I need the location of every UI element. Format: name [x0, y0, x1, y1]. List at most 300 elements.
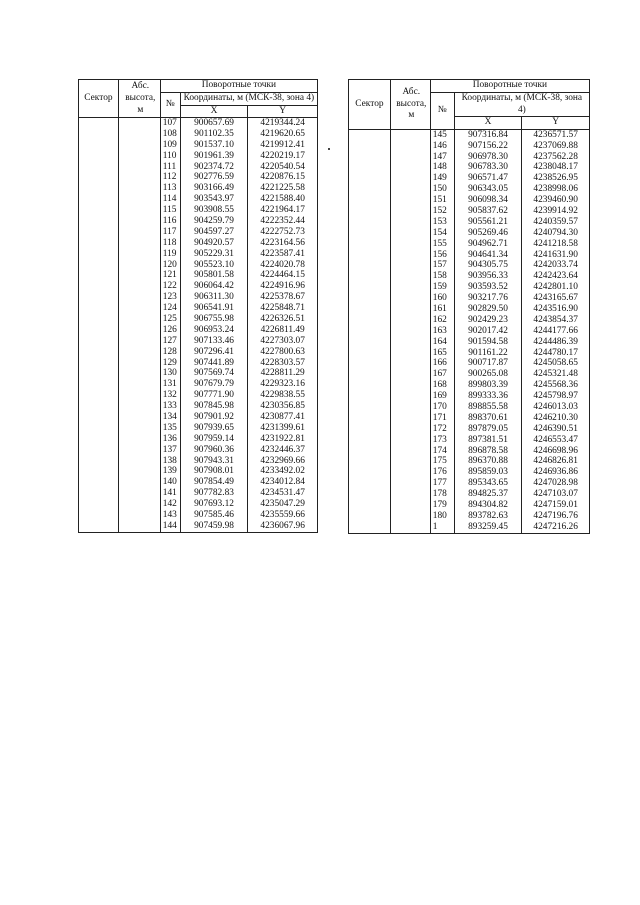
- abs-height-cell: [118, 238, 160, 249]
- abs-height-cell: [118, 173, 160, 184]
- x-coordinate-cell: 901102.35: [180, 129, 248, 140]
- sector-cell: [79, 271, 119, 282]
- x-coordinate-cell: 906098.34: [454, 195, 522, 206]
- x-coordinate-cell: 907459.98: [180, 521, 248, 532]
- sector-cell: [349, 489, 391, 500]
- point-number-cell: 121: [160, 271, 180, 282]
- y-coordinate-cell: 4246936.86: [522, 468, 590, 479]
- sector-cell: [349, 315, 391, 326]
- sector-cell: [79, 216, 119, 227]
- table-row: [349, 315, 590, 326]
- turning-points-header: Поворотные точки: [160, 80, 317, 93]
- y-coordinate-cell: 4228303.57: [248, 358, 318, 369]
- table-row: [79, 194, 318, 205]
- table-row: [349, 228, 590, 239]
- point-number-cell: 155: [430, 239, 454, 250]
- x-coordinate-cell: 907960.36: [180, 445, 248, 456]
- point-number-cell: 126: [160, 325, 180, 336]
- y-coordinate-cell: 4246553.47: [522, 435, 590, 446]
- table-row: [349, 130, 590, 141]
- point-number-cell: 172: [430, 424, 454, 435]
- sector-cell: [349, 446, 391, 457]
- point-number-cell: 164: [430, 337, 454, 348]
- y-coordinate-cell: 4245058.65: [522, 359, 590, 370]
- point-number-cell: 151: [430, 195, 454, 206]
- table-row: [79, 445, 318, 456]
- y-coordinate-cell: 4242033.74: [522, 261, 590, 272]
- sector-cell: [349, 228, 391, 239]
- abs-height-cell: [118, 293, 160, 304]
- sector-cell: [79, 489, 119, 500]
- point-number-cell: 124: [160, 303, 180, 314]
- point-number-cell: 114: [160, 194, 180, 205]
- x-coordinate-cell: 905229.31: [180, 249, 248, 260]
- point-number-cell: 139: [160, 467, 180, 478]
- x-coordinate-cell: 898855.58: [454, 402, 522, 413]
- y-coordinate-cell: 4238048.17: [522, 163, 590, 174]
- abs-height-header: Абс. высота, м: [390, 80, 430, 130]
- abs-height-cell: [390, 239, 430, 250]
- y-coordinate-cell: 4219344.24: [248, 118, 318, 129]
- y-coordinate-cell: 4241218.58: [522, 239, 590, 250]
- y-coordinate-cell: 4220219.17: [248, 151, 318, 162]
- sector-cell: [79, 205, 119, 216]
- point-number-cell: 144: [160, 521, 180, 532]
- y-coordinate-cell: 4234531.47: [248, 489, 318, 500]
- y-coordinate-cell: 4247196.76: [522, 511, 590, 522]
- sector-cell: [79, 521, 119, 532]
- abs-height-cell: [118, 510, 160, 521]
- table-row: [349, 141, 590, 152]
- sector-cell: [79, 303, 119, 314]
- point-number-cell: 129: [160, 358, 180, 369]
- x-coordinate-cell: 904259.79: [180, 216, 248, 227]
- point-number-cell: 127: [160, 336, 180, 347]
- abs-height-cell: [118, 499, 160, 510]
- sector-cell: [79, 467, 119, 478]
- abs-height-cell: [118, 358, 160, 369]
- point-number-cell: 111: [160, 162, 180, 173]
- x-coordinate-cell: 901161.22: [454, 348, 522, 359]
- table-row: [349, 446, 590, 457]
- x-coordinate-cell: 897381.51: [454, 435, 522, 446]
- abs-height-cell: [390, 228, 430, 239]
- sector-cell: [79, 238, 119, 249]
- point-number-cell: 119: [160, 249, 180, 260]
- point-number-cell: 107: [160, 118, 180, 129]
- y-coordinate-cell: 4242801.10: [522, 282, 590, 293]
- sector-header: Сектор: [79, 80, 119, 118]
- sector-cell: [349, 130, 391, 141]
- x-coordinate-cell: 900717.87: [454, 359, 522, 370]
- x-coordinate-cell: 905523.10: [180, 260, 248, 271]
- x-coordinate-cell: 903543.97: [180, 194, 248, 205]
- x-coordinate-cell: 903166.49: [180, 184, 248, 195]
- table-body-right: [349, 130, 590, 534]
- table-row: [349, 500, 590, 511]
- table-row: [79, 467, 318, 478]
- y-coordinate-cell: 4236571.57: [522, 130, 590, 141]
- sector-cell: [349, 337, 391, 348]
- sector-cell: [79, 445, 119, 456]
- table-row: [79, 249, 318, 260]
- sector-cell: [349, 326, 391, 337]
- y-coordinate-cell: 4233492.02: [248, 467, 318, 478]
- abs-height-cell: [390, 206, 430, 217]
- abs-height-header: Абс. высота, м: [118, 80, 160, 118]
- table-row: [349, 184, 590, 195]
- table-row: [349, 370, 590, 381]
- y-coordinate-cell: 4226811.49: [248, 325, 318, 336]
- abs-height-cell: [118, 521, 160, 532]
- abs-height-cell: [390, 370, 430, 381]
- sector-cell: [349, 206, 391, 217]
- abs-height-cell: [118, 325, 160, 336]
- table-row: [79, 347, 318, 358]
- table-row: [79, 216, 318, 227]
- x-coordinate-cell: 900265.08: [454, 370, 522, 381]
- y-coordinate-cell: 4224464.15: [248, 271, 318, 282]
- point-number-cell: 115: [160, 205, 180, 216]
- table-row: [349, 359, 590, 370]
- table-row: [79, 184, 318, 195]
- point-number-cell: 112: [160, 173, 180, 184]
- x-coordinate-cell: 907845.98: [180, 401, 248, 412]
- table-row: [79, 151, 318, 162]
- y-coordinate-cell: 4241631.90: [522, 250, 590, 261]
- table-row: [349, 424, 590, 435]
- x-coordinate-cell: 895859.03: [454, 468, 522, 479]
- sector-cell: [79, 391, 119, 402]
- table-row: [349, 479, 590, 490]
- sector-cell: [79, 227, 119, 238]
- table-body-left: [79, 118, 318, 533]
- table-row: [79, 314, 318, 325]
- x-coordinate-cell: 907939.65: [180, 423, 248, 434]
- sector-cell: [79, 260, 119, 271]
- point-number-cell: 156: [430, 250, 454, 261]
- point-number-cell: 123: [160, 293, 180, 304]
- point-number-cell: 158: [430, 272, 454, 283]
- abs-height-cell: [390, 293, 430, 304]
- abs-height-cell: [118, 478, 160, 489]
- x-coordinate-cell: 905837.62: [454, 206, 522, 217]
- x-coordinate-cell: 898370.61: [454, 413, 522, 424]
- abs-height-cell: [118, 401, 160, 412]
- x-coordinate-cell: 906978.30: [454, 152, 522, 163]
- coordinates-table-right: [348, 79, 590, 534]
- x-coordinate-cell: 905269.46: [454, 228, 522, 239]
- sector-cell: [349, 359, 391, 370]
- table-row: [349, 468, 590, 479]
- table-row: [349, 380, 590, 391]
- point-number-cell: 180: [430, 511, 454, 522]
- sector-cell: [349, 141, 391, 152]
- point-number-cell: 147: [430, 152, 454, 163]
- x-coordinate-cell: 907959.14: [180, 434, 248, 445]
- table-row: [79, 227, 318, 238]
- point-number-cell: 148: [430, 163, 454, 174]
- point-number-cell: 141: [160, 489, 180, 500]
- y-coordinate-cell: 4247216.26: [522, 522, 590, 533]
- point-number-cell: 130: [160, 369, 180, 380]
- abs-height-cell: [390, 315, 430, 326]
- x-coordinate-cell: 907943.31: [180, 456, 248, 467]
- sector-cell: [79, 140, 119, 151]
- number-header: №: [430, 92, 454, 129]
- y-coordinate-cell: 4243854.37: [522, 315, 590, 326]
- sector-cell: [349, 282, 391, 293]
- y-coordinate-cell: 4230356.85: [248, 401, 318, 412]
- sector-cell: [79, 249, 119, 260]
- abs-height-cell: [118, 205, 160, 216]
- point-number-cell: 131: [160, 380, 180, 391]
- point-number-cell: 150: [430, 184, 454, 195]
- point-number-cell: 125: [160, 314, 180, 325]
- x-coordinate-cell: 903593.52: [454, 282, 522, 293]
- point-number-cell: 162: [430, 315, 454, 326]
- y-coordinate-cell: 4242423.64: [522, 272, 590, 283]
- sector-cell: [79, 129, 119, 140]
- table-row: [79, 489, 318, 500]
- abs-height-cell: [390, 424, 430, 435]
- table-row: [79, 140, 318, 151]
- x-coordinate-cell: 900657.69: [180, 118, 248, 129]
- x-coordinate-cell: 902374.72: [180, 162, 248, 173]
- table-row: [349, 348, 590, 359]
- abs-height-cell: [390, 174, 430, 185]
- abs-height-cell: [390, 522, 430, 533]
- table-row: [79, 358, 318, 369]
- abs-height-cell: [390, 163, 430, 174]
- table-row: [349, 511, 590, 522]
- abs-height-cell: [390, 359, 430, 370]
- sector-cell: [349, 304, 391, 315]
- abs-height-cell: [118, 249, 160, 260]
- x-coordinate-cell: 901537.10: [180, 140, 248, 151]
- abs-height-cell: [390, 152, 430, 163]
- point-number-cell: 117: [160, 227, 180, 238]
- sector-cell: [79, 194, 119, 205]
- sector-cell: [79, 173, 119, 184]
- x-coordinate-cell: 897879.05: [454, 424, 522, 435]
- sector-cell: [79, 347, 119, 358]
- point-number-cell: 113: [160, 184, 180, 195]
- y-coordinate-cell: 4236067.96: [248, 521, 318, 532]
- x-header: X: [180, 105, 248, 118]
- x-coordinate-cell: 907901.92: [180, 412, 248, 423]
- point-number-cell: 132: [160, 391, 180, 402]
- y-coordinate-cell: 4231399.61: [248, 423, 318, 434]
- y-coordinate-cell: 4232969.66: [248, 456, 318, 467]
- sector-cell: [79, 314, 119, 325]
- x-coordinate-cell: 901594.58: [454, 337, 522, 348]
- sector-cell: [79, 510, 119, 521]
- table-row: [79, 282, 318, 293]
- table-row: [79, 205, 318, 216]
- abs-height-cell: [118, 445, 160, 456]
- x-coordinate-cell: 904641.34: [454, 250, 522, 261]
- scan-speck: [328, 148, 330, 150]
- x-coordinate-cell: 906064.42: [180, 282, 248, 293]
- point-number-cell: 142: [160, 499, 180, 510]
- y-coordinate-cell: 4243516.90: [522, 304, 590, 315]
- x-coordinate-cell: 907296.41: [180, 347, 248, 358]
- y-coordinate-cell: 4231922.81: [248, 434, 318, 445]
- table-row: [349, 272, 590, 283]
- y-coordinate-cell: 4247159.01: [522, 500, 590, 511]
- abs-height-cell: [118, 434, 160, 445]
- y-header: Y: [522, 117, 590, 130]
- point-number-cell: 118: [160, 238, 180, 249]
- point-number-cell: 168: [430, 380, 454, 391]
- abs-height-cell: [390, 184, 430, 195]
- sector-cell: [349, 511, 391, 522]
- y-coordinate-cell: 4229838.55: [248, 391, 318, 402]
- y-coordinate-cell: 4246013.03: [522, 402, 590, 413]
- point-number-cell: 160: [430, 293, 454, 304]
- abs-height-cell: [118, 489, 160, 500]
- abs-height-cell: [390, 304, 430, 315]
- abs-height-cell: [118, 282, 160, 293]
- x-coordinate-cell: 904920.57: [180, 238, 248, 249]
- sector-cell: [79, 358, 119, 369]
- sector-cell: [79, 162, 119, 173]
- abs-height-cell: [390, 141, 430, 152]
- sector-cell: [79, 478, 119, 489]
- table-row: [79, 336, 318, 347]
- y-coordinate-cell: 4224020.78: [248, 260, 318, 271]
- point-number-cell: 176: [430, 468, 454, 479]
- abs-height-cell: [118, 347, 160, 358]
- sector-cell: [349, 250, 391, 261]
- number-header: №: [160, 92, 180, 118]
- y-coordinate-cell: 4240794.30: [522, 228, 590, 239]
- table-row: [349, 293, 590, 304]
- point-number-cell: 134: [160, 412, 180, 423]
- sector-cell: [349, 391, 391, 402]
- y-coordinate-cell: 4221225.58: [248, 184, 318, 195]
- abs-height-cell: [390, 500, 430, 511]
- abs-height-cell: [118, 227, 160, 238]
- y-coordinate-cell: 4245798.97: [522, 391, 590, 402]
- abs-height-cell: [118, 314, 160, 325]
- y-header: Y: [248, 105, 318, 118]
- point-number-cell: 153: [430, 217, 454, 228]
- y-coordinate-cell: 4237562.28: [522, 152, 590, 163]
- point-number-cell: 165: [430, 348, 454, 359]
- x-coordinate-cell: 907679.79: [180, 380, 248, 391]
- y-coordinate-cell: 4244780.17: [522, 348, 590, 359]
- table-row: [349, 413, 590, 424]
- abs-height-cell: [118, 456, 160, 467]
- abs-height-cell: [390, 446, 430, 457]
- sector-cell: [79, 184, 119, 195]
- table-row: [79, 118, 318, 129]
- table-row: [349, 261, 590, 272]
- y-coordinate-cell: 4247103.07: [522, 489, 590, 500]
- x-coordinate-cell: 907782.83: [180, 489, 248, 500]
- table-row: [79, 499, 318, 510]
- abs-height-cell: [390, 195, 430, 206]
- point-number-cell: 135: [160, 423, 180, 434]
- x-coordinate-cell: 906953.24: [180, 325, 248, 336]
- x-coordinate-cell: 902429.23: [454, 315, 522, 326]
- sector-cell: [349, 152, 391, 163]
- y-coordinate-cell: 4239914.92: [522, 206, 590, 217]
- sector-cell: [349, 195, 391, 206]
- table-row: [79, 521, 318, 532]
- sector-cell: [79, 282, 119, 293]
- sector-cell: [79, 499, 119, 510]
- table-row: [79, 129, 318, 140]
- abs-height-cell: [118, 194, 160, 205]
- point-number-cell: 178: [430, 489, 454, 500]
- x-coordinate-cell: 907441.89: [180, 358, 248, 369]
- coords-header: Координаты, м (МСК-38, зона 4): [454, 92, 589, 117]
- y-coordinate-cell: 4224916.96: [248, 282, 318, 293]
- point-number-cell: 108: [160, 129, 180, 140]
- x-coordinate-cell: 904962.71: [454, 239, 522, 250]
- abs-height-cell: [118, 467, 160, 478]
- abs-height-cell: [390, 326, 430, 337]
- abs-height-cell: [390, 282, 430, 293]
- y-coordinate-cell: 4228811.29: [248, 369, 318, 380]
- sector-cell: [349, 500, 391, 511]
- sector-cell: [349, 457, 391, 468]
- y-coordinate-cell: 4232446.37: [248, 445, 318, 456]
- x-coordinate-cell: 894304.82: [454, 500, 522, 511]
- table-row: [79, 510, 318, 521]
- x-coordinate-cell: 903908.55: [180, 205, 248, 216]
- x-coordinate-cell: 907569.74: [180, 369, 248, 380]
- sector-cell: [79, 369, 119, 380]
- abs-height-cell: [118, 216, 160, 227]
- table-row: [79, 423, 318, 434]
- sector-cell: [349, 348, 391, 359]
- y-coordinate-cell: 4239460.90: [522, 195, 590, 206]
- sector-cell: [349, 239, 391, 250]
- table-row: [349, 206, 590, 217]
- point-number-cell: 137: [160, 445, 180, 456]
- point-number-cell: 169: [430, 391, 454, 402]
- point-number-cell: 140: [160, 478, 180, 489]
- abs-height-cell: [118, 151, 160, 162]
- table-row: [349, 250, 590, 261]
- x-coordinate-cell: 895343.65: [454, 479, 522, 490]
- y-coordinate-cell: 4221588.40: [248, 194, 318, 205]
- abs-height-cell: [118, 140, 160, 151]
- table-row: [349, 152, 590, 163]
- sector-cell: [349, 217, 391, 228]
- point-number-cell: 136: [160, 434, 180, 445]
- y-coordinate-cell: 4219620.65: [248, 129, 318, 140]
- y-coordinate-cell: 4244486.39: [522, 337, 590, 348]
- sector-cell: [349, 370, 391, 381]
- sector-cell: [79, 380, 119, 391]
- x-coordinate-cell: 907854.49: [180, 478, 248, 489]
- abs-height-cell: [118, 260, 160, 271]
- abs-height-cell: [118, 118, 160, 129]
- y-coordinate-cell: 4240359.57: [522, 217, 590, 228]
- table-row: [349, 402, 590, 413]
- coords-header: Координаты, м (МСК-38, зона 4): [180, 92, 317, 105]
- y-coordinate-cell: 4237069.88: [522, 141, 590, 152]
- y-coordinate-cell: 4245568.36: [522, 380, 590, 391]
- abs-height-cell: [390, 435, 430, 446]
- abs-height-cell: [390, 489, 430, 500]
- point-number-cell: 177: [430, 479, 454, 490]
